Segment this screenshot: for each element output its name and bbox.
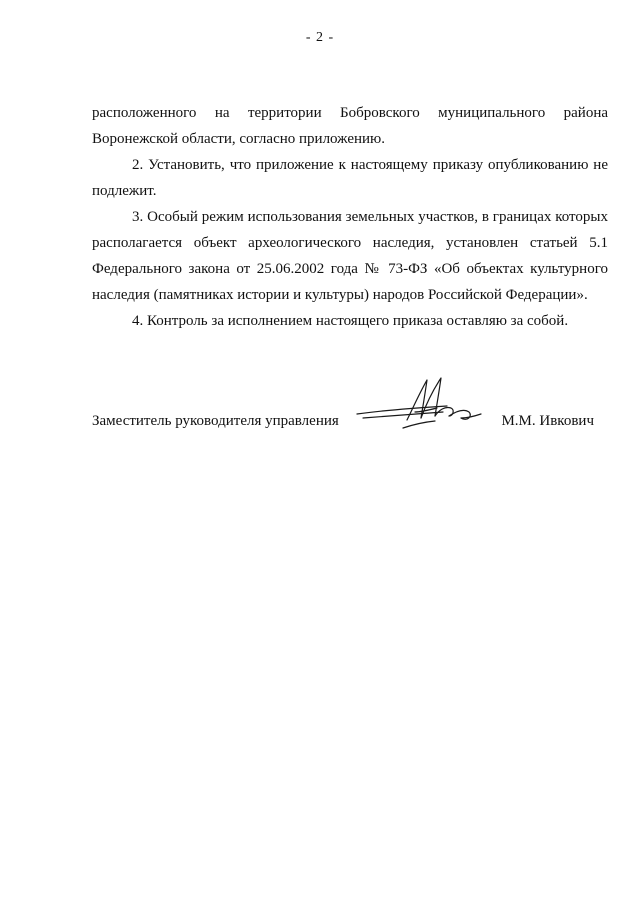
paragraph-item-3 [92, 206, 608, 310]
paragraph-continuation [92, 102, 608, 154]
text-line: 3. Особый режим использования земельных участков, в границах которых [132, 209, 608, 225]
text-line: Воронежской области, согласно приложению. [92, 131, 386, 147]
text-line: подлежит. [92, 183, 157, 199]
signer-name: М.М. Ивкович [501, 413, 594, 429]
signer-position: Заместитель руководителя управления [92, 413, 339, 429]
document-body [92, 102, 608, 336]
text-line: располагается объект археологического наследия, установлен статьей 5.1 [92, 235, 608, 251]
text-line: Федерального закона от 25.06.2002 года № 73-ФЗ «Об объектах культурного [92, 261, 608, 277]
paragraph-item-2 [92, 154, 608, 206]
text-line: наследия (памятниках истории и культуры) народов Российской Федерации». [92, 287, 588, 303]
paragraph-item-4 [92, 310, 608, 336]
text-line: 4. Контроль за исполнением настоящего приказа оставляю за собой. [132, 313, 569, 329]
text-line: расположенного на территории Бобровского муниципального района [92, 105, 608, 121]
signature-block [92, 410, 608, 436]
text-line: 2. Установить, что приложение к настоящему приказу опубликованию не [132, 157, 608, 173]
page-number: - 2 - [305, 30, 335, 45]
